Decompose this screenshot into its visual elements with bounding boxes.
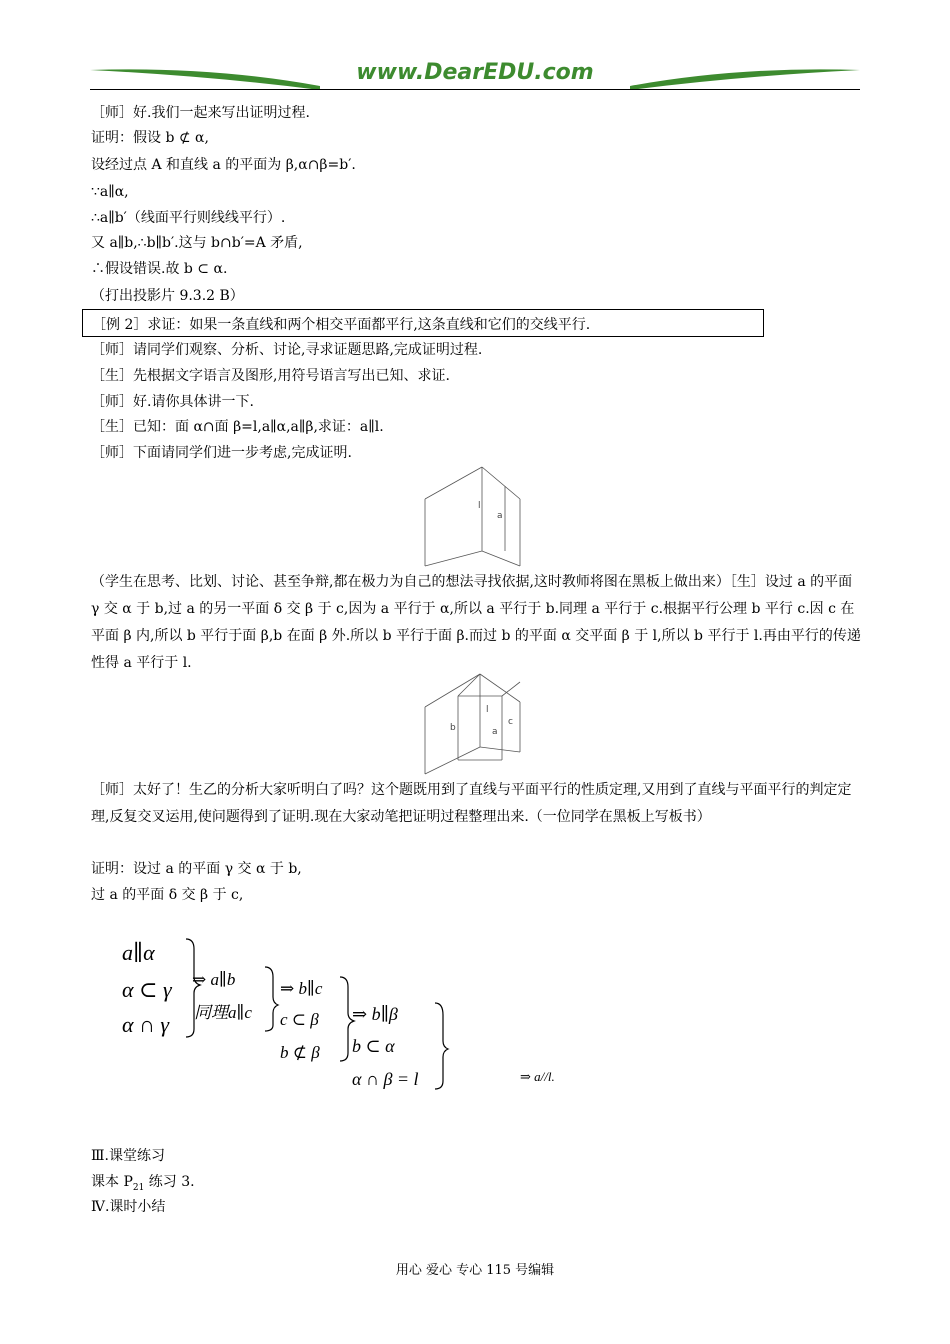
section-heading: Ⅳ.课时小结 <box>91 1199 166 1215</box>
teacher-paragraph: ［师］太好了！生乙的分析大家听明白了吗？这个题既用到了直线与平面平行的性质定理,又用到了直线与平面平行的判定定理,反复交叉运用,使问题得到了证明.现在大家动笔把证明过程整理出来.（一位同学在黑板上写板书） <box>91 782 852 825</box>
formula-g3-3: b ⊄ β <box>280 1043 320 1062</box>
formula-g4-1: ⇒ b∥β <box>352 1004 398 1024</box>
page-header <box>90 60 860 96</box>
text-line: 又 a∥b,∴b∥b′.这与 b∩b′=A 矛盾, <box>91 235 303 251</box>
formula-g3-2: c ⊂ β <box>280 1010 319 1029</box>
exercise-prefix: 课本 P <box>91 1174 133 1190</box>
fig2-label-a: a <box>492 727 498 737</box>
fig-label-l: l <box>478 501 481 511</box>
student-paragraph: （学生在思考、比划、讨论、甚至争辩,都在极力为自己的想法寻找依据,这时教师将图在黑板上做出来）［生］设过 a 的平面 γ 交 α 于 b,过 a 的另一平面 δ 交 β 于 c,因为 a 平行于 α,所以 a 平行于 b.同理 a 平行于 c.根据平行公理 b 平行 c.因 c 在平面 β 内,所以 b 平行于面 β,b 在面 β 外.所以 b 平行于面 β.而过 b 的平面 α 交平面 β 于 l,所以 b 平行于 l.再由平行的传递性得 a 平行于 l. <box>91 574 861 671</box>
text-line: 设经过点 A 和直线 a 的平面为 β,α∩β=b′. <box>91 157 356 173</box>
formula-g4-2: b ⊂ α <box>352 1036 395 1056</box>
exercise-line <box>91 1172 195 1198</box>
dialog-line: ［师］好.请你具体讲一下. <box>91 394 254 410</box>
page-footer: 用心 爱心 专心 115 号编辑 <box>395 1263 555 1278</box>
text-line: （打出投影片 9.3.2 B） <box>91 288 244 304</box>
exercise-page: 21 <box>132 1182 145 1193</box>
proof-formula <box>110 925 590 1100</box>
formula-g2-bottom: 同理a∥c <box>194 1003 252 1022</box>
dialog-line: ［生］已知：面 α∩面 β=l,a∥α,a∥β,求证：a∥l. <box>91 419 384 435</box>
header-rule <box>90 89 860 90</box>
text-line: ∴假设错误.故 b ⊂ α. <box>91 261 228 277</box>
formula-g4-3: α ∩ β = l <box>352 1069 419 1089</box>
figure-planes-2 <box>420 672 530 781</box>
formula-g1-2: α ⊂ γ <box>122 977 172 1002</box>
figure-planes-1 <box>420 464 530 573</box>
dialog-line: ［生］先根据文字语言及图形,用符号语言写出已知、求证. <box>91 368 450 384</box>
fig2-label-b: b <box>450 723 456 733</box>
formula-g3-1: ⇒ b∥c <box>280 979 323 998</box>
proof-line: 证明：设过 a 的平面 γ 交 α 于 b, <box>91 861 302 877</box>
formula-result: ⇒ a//l. <box>520 1069 555 1084</box>
proof-line: 过 a 的平面 δ 交 β 于 c, <box>91 887 244 903</box>
example-box <box>82 309 764 337</box>
text-line: ∴a∥b′（线面平行则线线平行）. <box>91 210 286 226</box>
text-line: ［师］好.我们一起来写出证明过程. <box>91 105 310 121</box>
fig2-label-l: l <box>486 705 489 715</box>
text-line: 证明：假设 b ⊄ α, <box>91 130 209 146</box>
exercise-suffix: 练习 3. <box>144 1174 195 1190</box>
section-heading: Ⅲ.课堂练习 <box>91 1148 165 1164</box>
formula-g2-top: ⇒ a∥b <box>192 970 236 989</box>
formula-g1-3: α ∩ γ <box>122 1012 170 1037</box>
fig2-label-c: c <box>508 717 513 727</box>
site-logo: www.DearEDU.com <box>356 60 594 85</box>
formula-g1-1: a∥α <box>122 940 155 965</box>
example-text: ［例 2］求证：如果一条直线和两个相交平面都平行,这条直线和它们的交线平行. <box>92 317 591 333</box>
dialog-line: ［师］下面请同学们进一步考虑,完成证明. <box>91 445 352 461</box>
text-line: ∵a∥α, <box>91 184 129 200</box>
fig-label-a: a <box>497 511 503 521</box>
dialog-line: ［师］请同学们观察、分析、讨论,寻求证题思路,完成证明过程. <box>91 342 483 358</box>
